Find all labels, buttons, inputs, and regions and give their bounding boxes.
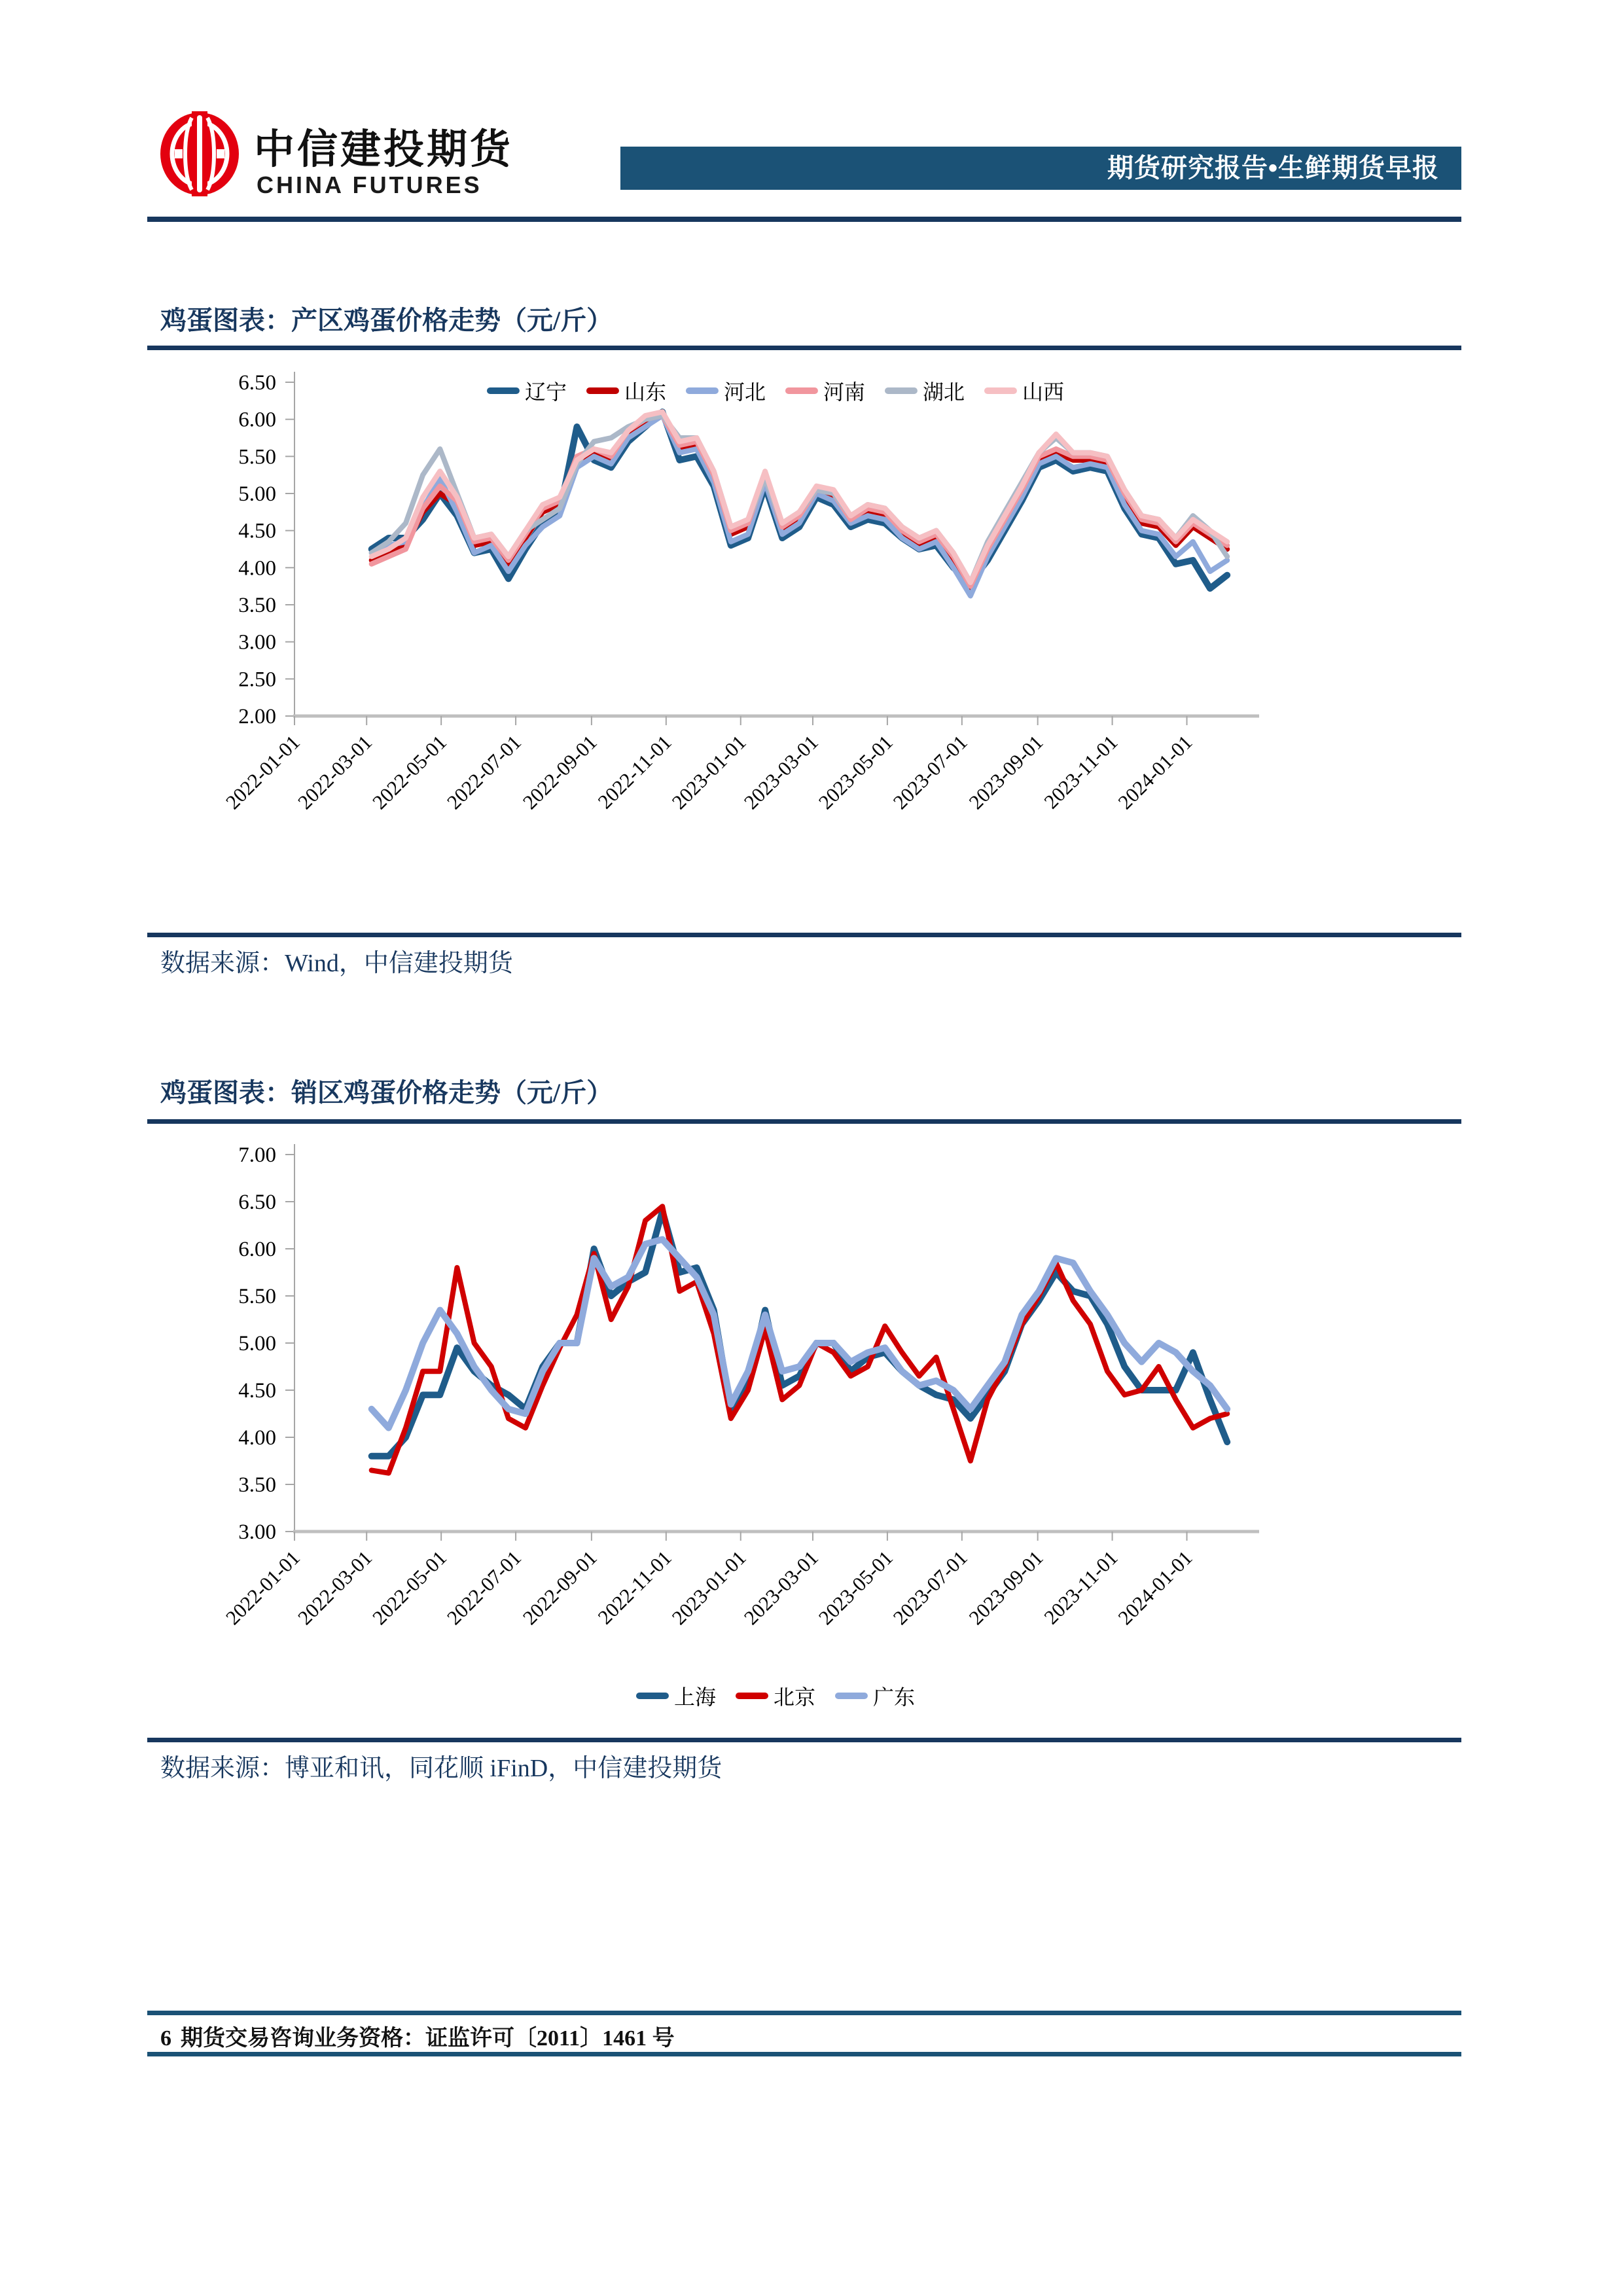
y-tick-label: 5.50 (238, 445, 276, 469)
x-tick-label: 2022-09-01 (518, 1546, 601, 1630)
legend-swatch-icon (785, 387, 818, 394)
x-tick-label: 2023-05-01 (813, 730, 897, 814)
legend-item-辽宁 (487, 376, 567, 406)
x-tick-label: 2024-01-01 (1113, 730, 1197, 814)
legend-label: 广东 (873, 1685, 916, 1709)
brand-name-english: CHINA FUTURES (257, 171, 482, 198)
legend-swatch-icon (736, 1693, 768, 1699)
x-tick-label: 2022-09-01 (518, 730, 601, 814)
chart-producing-area-egg-price (160, 367, 1463, 877)
legend-swatch-icon (686, 387, 719, 394)
series-line-广东 (372, 1240, 1228, 1428)
figure2-source-rule (147, 1738, 1461, 1742)
x-tick-label: 2023-07-01 (888, 730, 972, 814)
y-tick-label: 4.50 (238, 1379, 276, 1403)
legend-swatch-icon (835, 1693, 868, 1699)
chart-legend (636, 1681, 915, 1711)
figure1-source: 数据来源：Wind，中信建投期货 (160, 950, 513, 977)
legend-item-湖北 (885, 376, 965, 406)
legend-label: 湖北 (923, 380, 965, 404)
series-line-北京 (372, 1206, 1228, 1473)
legend-item-河南 (785, 376, 865, 406)
y-tick-label: 3.50 (238, 1473, 276, 1497)
legend-swatch-icon (984, 387, 1017, 394)
legend-label: 河北 (723, 380, 766, 404)
legend-swatch-icon (885, 387, 918, 394)
x-tick-label: 2022-05-01 (368, 730, 452, 814)
y-tick-label: 6.00 (238, 1238, 276, 1261)
figure2-title: 鸡蛋图表：销区鸡蛋价格走势（元/斤） (160, 1078, 613, 1107)
legend-swatch-icon (636, 1693, 669, 1699)
x-tick-label: 2023-05-01 (813, 1546, 897, 1630)
figure1-title: 鸡蛋图表：产区鸡蛋价格走势（元/斤） (160, 306, 613, 335)
x-tick-label: 2022-01-01 (221, 730, 304, 814)
figure1-source-rule (147, 933, 1461, 937)
x-tick-label: 2023-03-01 (739, 1546, 823, 1630)
x-tick-label: 2023-07-01 (888, 1546, 972, 1630)
x-tick-label: 2022-07-01 (442, 1546, 526, 1630)
y-tick-label: 7.00 (238, 1143, 276, 1167)
x-tick-label: 2024-01-01 (1113, 1546, 1197, 1630)
line-chart-canvas (160, 367, 1463, 877)
figure2-source: 数据来源：博亚和讯，同花顺 iFinD，中信建投期货 (160, 1755, 722, 1782)
brand-name-chinese: 中信建投期货 (254, 127, 514, 172)
citic-emblem-icon (159, 111, 240, 196)
footer-qualification-text: 期货交易咨询业务资格：证监许可〔2011〕1461 号 (181, 2026, 675, 2051)
y-tick-label: 4.00 (238, 556, 276, 581)
legend-swatch-icon (487, 387, 520, 394)
y-tick-label: 4.00 (238, 1426, 276, 1450)
legend-item-上海 (636, 1681, 716, 1711)
y-tick-label: 2.00 (238, 705, 276, 728)
y-tick-label: 5.00 (238, 482, 276, 506)
legend-item-山西 (984, 376, 1064, 406)
x-tick-label: 2022-01-01 (221, 1546, 304, 1630)
x-tick-label: 2022-11-01 (593, 1546, 676, 1629)
footer-qualification (160, 2020, 675, 2052)
footer-bottom-rule (147, 2052, 1461, 2056)
legend-label: 北京 (773, 1685, 816, 1709)
legend-item-北京 (736, 1681, 815, 1711)
legend-item-河北 (686, 376, 766, 406)
y-tick-label: 5.50 (238, 1285, 276, 1308)
y-tick-label: 2.50 (238, 668, 276, 692)
header-divider (147, 217, 1461, 222)
y-tick-label: 4.50 (238, 519, 276, 543)
y-tick-label: 3.00 (238, 1520, 276, 1544)
legend-label: 山东 (624, 380, 666, 404)
page-number: 6 (160, 2026, 171, 2051)
y-tick-label: 6.50 (238, 371, 276, 395)
x-tick-label: 2023-09-01 (964, 1546, 1048, 1630)
footer-top-rule (147, 2011, 1461, 2015)
legend-item-广东 (835, 1681, 915, 1711)
x-tick-label: 2022-03-01 (293, 1546, 377, 1630)
chart-legend (487, 376, 1064, 406)
x-tick-label: 2022-11-01 (593, 730, 676, 814)
x-tick-label: 2023-01-01 (667, 730, 751, 814)
x-tick-label: 2023-11-01 (1039, 730, 1122, 814)
report-type-banner: 期货研究报告•生鲜期货早报 (620, 147, 1461, 190)
chart-selling-area-egg-price (160, 1113, 1463, 1734)
x-tick-label: 2023-09-01 (964, 730, 1048, 814)
x-tick-label: 2022-07-01 (442, 730, 526, 814)
legend-item-山东 (586, 376, 666, 406)
x-tick-label: 2022-03-01 (293, 730, 377, 814)
x-tick-label: 2023-11-01 (1039, 1546, 1122, 1629)
y-tick-label: 3.00 (238, 630, 276, 655)
y-tick-label: 3.50 (238, 594, 276, 617)
legend-label: 上海 (673, 1685, 716, 1709)
line-chart-canvas (160, 1113, 1463, 1734)
x-tick-label: 2023-03-01 (739, 730, 823, 814)
figure1-title-rule (147, 346, 1461, 350)
legend-label: 辽宁 (524, 380, 567, 404)
legend-swatch-icon (586, 387, 619, 394)
x-tick-label: 2023-01-01 (667, 1546, 751, 1630)
y-tick-label: 6.00 (238, 408, 276, 432)
series-line-上海 (372, 1211, 1228, 1456)
x-tick-label: 2022-05-01 (368, 1546, 452, 1630)
legend-label: 河南 (823, 380, 866, 404)
y-tick-label: 5.00 (238, 1332, 276, 1355)
legend-label: 山西 (1022, 380, 1065, 404)
company-logo (159, 111, 240, 196)
y-tick-label: 6.50 (238, 1191, 276, 1214)
